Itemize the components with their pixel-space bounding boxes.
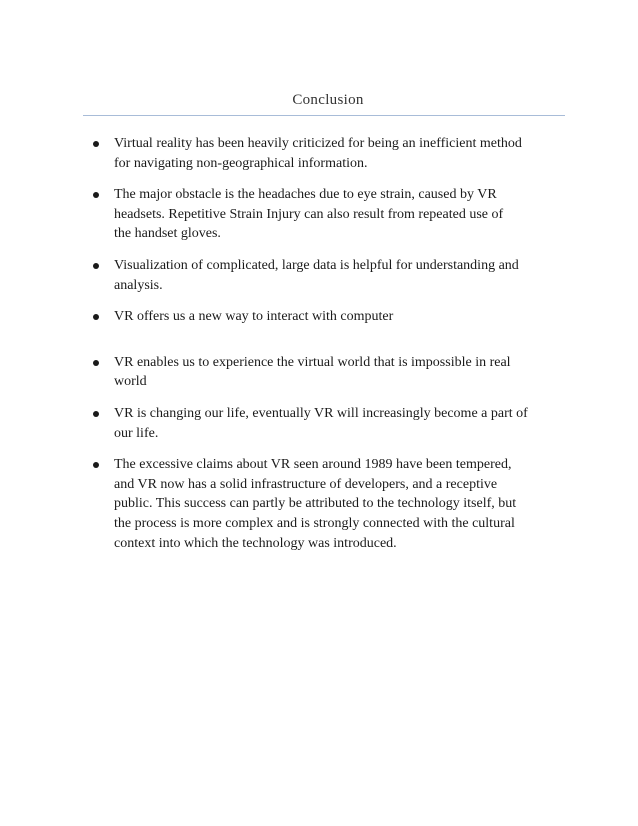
bullet-line: the handset gloves. (114, 226, 221, 242)
list-item (90, 134, 566, 173)
list-item (90, 256, 566, 295)
bullet-dot-icon (93, 192, 99, 198)
title-divider (83, 115, 565, 116)
bullet-line: headsets. Repetitive Strain Injury can also result from repeated use of (114, 206, 504, 222)
bullet-line: The excessive claims about VR seen around 1989 have been tempered, (114, 457, 512, 473)
list-item (90, 455, 566, 553)
list-item (90, 307, 566, 327)
bullet-line: the process is more complex and is strongly connected with the cultural (114, 515, 515, 531)
bullet-dot-icon (93, 411, 99, 417)
list-item (90, 404, 566, 443)
bullet-line: Virtual reality has been heavily criticized for being an inefficient method (114, 136, 522, 151)
bullet-dot-icon (93, 263, 99, 269)
bullet-line: public. This success can partly be attributed to the technology itself, but (114, 496, 517, 512)
list-item (90, 185, 566, 244)
bullet-line: for navigating non-geographical information. (114, 155, 368, 171)
bullet-dot-icon (93, 314, 99, 320)
bullet-dot-icon (93, 462, 99, 468)
bullet-line: analysis. (114, 277, 163, 293)
bullet-line: Visualization of complicated, large data is helpful for understanding and (114, 257, 519, 273)
bullet-line: VR is changing our life, eventually VR will increasingly become a part of (114, 405, 528, 421)
bullet-line: The major obstacle is the headaches due to eye strain, caused by VR (114, 187, 497, 203)
bullet-dot-icon (93, 360, 99, 366)
page-title: Conclusion (292, 92, 364, 108)
bullet-line: our life. (114, 425, 159, 441)
bullet-list (90, 134, 566, 553)
bullet-line: and VR now has a solid infrastructure of developers, and a receptive (114, 476, 498, 492)
bullet-line: context into which the technology was introduced. (114, 535, 397, 551)
bullet-line: VR offers us a new way to interact with computer (114, 309, 394, 325)
bullet-dot-icon (93, 141, 99, 147)
bullet-line: VR enables us to experience the virtual world that is impossible in real (114, 354, 511, 370)
list-item (90, 353, 566, 392)
bullet-line: world (114, 374, 147, 390)
